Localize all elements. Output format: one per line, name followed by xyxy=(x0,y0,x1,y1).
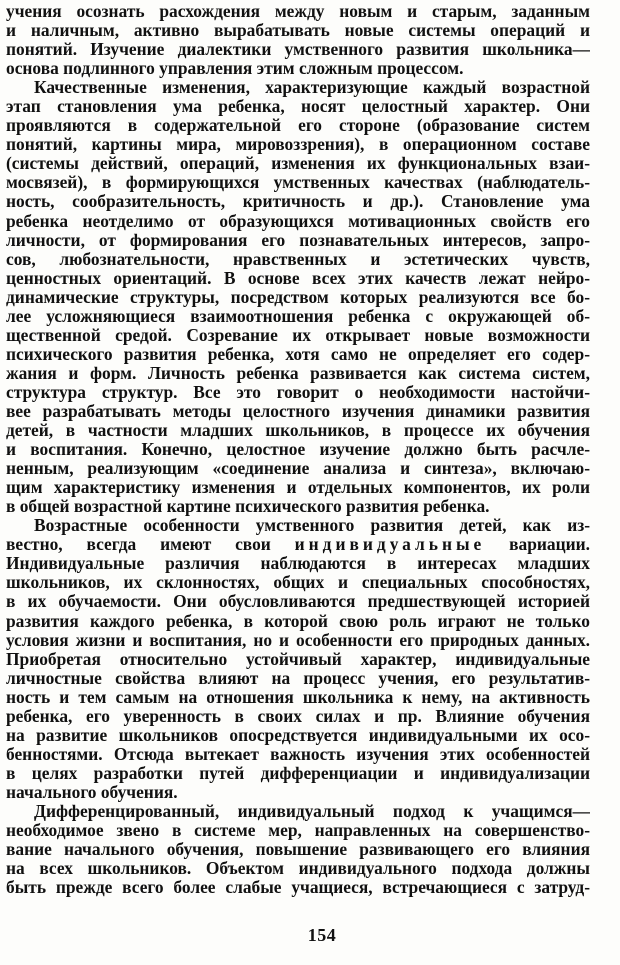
text-line: быть прежде всего более слабые учащиеся, встречающиеся с затруд- xyxy=(6,878,590,898)
text-line: жания и форм. Личность ребенка развивается как система систем, xyxy=(6,363,590,383)
text-line: сов, любознательности, нравственных и эстетических чувств, xyxy=(6,249,590,269)
text-line: необходимое звено в системе мер, направленных на совершенство- xyxy=(6,821,590,841)
text-line: щим характеристику изменения и отдельных компонентов, их роли xyxy=(6,478,590,498)
text-line: и воспитания. Конечно, целостное изучение должно быть расчле- xyxy=(6,440,590,460)
text-line: ность и тем самым на отношения школьника к нему, на активность xyxy=(6,687,590,707)
page-number: 154 xyxy=(307,925,337,945)
text-line: ценностных ориентаций. В основе всех этих качеств лежат нейро- xyxy=(6,268,590,288)
text-line: Приобретая относительно устойчивый характер, индивидуальные xyxy=(6,649,590,669)
text-line: ребенка, его уверенность в своих силах и пр. Влияние обучения xyxy=(6,706,590,726)
text-line: учения осознать расхождения между новым и старым, заданным xyxy=(6,2,590,21)
text-line: и наличным, активно вырабатывать новые системы операций и xyxy=(6,21,590,41)
text-line: бенностями. Отсюда вытекает важность изучения этих особенностей xyxy=(6,744,590,764)
text-line: в целях разработки путей дифференциации и индивидуализации xyxy=(6,763,590,783)
text-line: Качественные изменения, характеризующие каждый возрастной xyxy=(34,78,590,98)
text-line: ребенка неотделимо от образующихся мотивационных свойств его xyxy=(6,211,590,231)
text-line: развития каждого ребенка, в которой свою роль играют не только xyxy=(6,611,590,631)
text-line: щественной средой. Созревание их открывает новые возможности xyxy=(6,325,590,345)
text-line: вестно, всегда имеют свои индивидуальные вариации. xyxy=(6,535,590,555)
text-line: ненным, реализующим «соединение анализа и синтеза», включаю- xyxy=(6,459,590,479)
text-line: основа подлинного управления этим сложным процессом. xyxy=(6,59,464,79)
text-line: детей, в частности младших школьников, в процессе их обучения xyxy=(6,421,590,441)
text-line: в общей возрастной картине психического развития ребенка. xyxy=(6,497,490,517)
text-line: Индивидуальные различия наблюдаются в интересах младших xyxy=(6,554,590,574)
text-line: динамические структуры, посредством которых реализуются все бо- xyxy=(6,287,590,307)
text-line: личностные свойства влияют на процесс учения, его результатив- xyxy=(6,668,590,688)
text-line: понятий, картины мира, мировоззрения), в операционном составе xyxy=(6,135,590,155)
emphasized-word: индивидуальные xyxy=(294,535,486,555)
text-line: на всех школьников. Объектом индивидуального подхода должны xyxy=(6,859,590,879)
body-text xyxy=(6,2,590,897)
text-line: ность, сообразительность, критичность и др.). Становление ума xyxy=(6,192,590,212)
text-line: понятий. Изучение диалектики умственного развития школьника— xyxy=(6,40,590,60)
text-line: Возрастные особенности умственного развития детей, как из- xyxy=(34,516,590,536)
text-line: психического развития ребенка, хотя само не определяет его содер- xyxy=(6,344,590,364)
text-line: этап становления ума ребенка, носят целостный характер. Они xyxy=(6,97,590,117)
text-line: в их обучаемости. Они обусловливаются предшествующей историей xyxy=(6,592,590,612)
text-line: школьников, их склонностях, общих и специальных способностях, xyxy=(6,573,590,593)
text-line: (системы действий, операций, изменения их функциональных взаи- xyxy=(6,154,590,174)
text-line: вее разрабатывать методы целостного изучения динамики развития xyxy=(6,401,590,421)
text-line: на развитие школьников опосредствуется индивидуальными их осо- xyxy=(6,725,590,745)
text-line: условия жизни и воспитания, но и особенности его природных данных. xyxy=(6,630,590,650)
text-line: лее усложняющиеся взаимоотношения ребенка с окружающей об- xyxy=(6,306,590,326)
text-line: структура структур. Все это говорит о необходимости настойчи- xyxy=(6,382,590,402)
text-line: начального обучения. xyxy=(6,782,178,802)
text-line: личности, от формирования его познавательных интересов, запро- xyxy=(6,230,590,250)
text-line: мосвязей), в формирующихся умственных качествах (наблюдатель- xyxy=(6,173,590,193)
text-line: проявляются в содержательной его стороне (образование систем xyxy=(6,116,590,136)
text-line: вание начального обучения, повышение развивающего его влияния xyxy=(6,840,590,860)
text-line: Дифференцированный, индивидуальный подход к учащимся— xyxy=(34,801,590,821)
